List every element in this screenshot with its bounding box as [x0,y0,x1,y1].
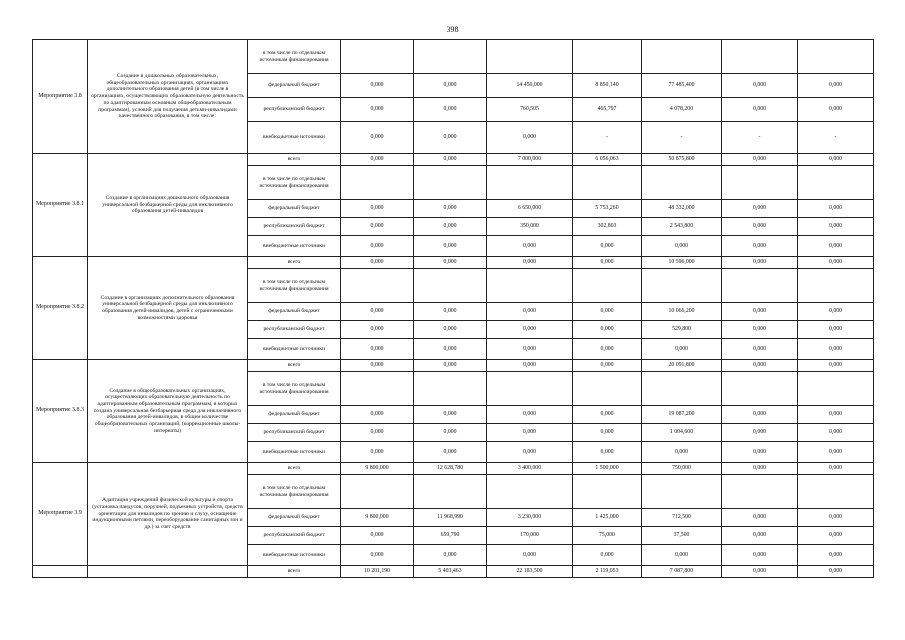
funding-source-cell: всего [248,360,341,372]
amount-cell: 0,000 [722,360,798,372]
amount-cell: 12 628,780 [414,463,487,475]
table-row [33,360,874,372]
amount-cell: 0,000 [487,545,573,566]
amount-cell: 0,000 [722,339,798,360]
event-description-cell: Создание в организациях дошкольного образования универсальной безбарьерной среды для инклюзивного образования детей-инвалидов [88,154,248,257]
funding-source-cell: в том числе по отдельным источникам финансирования [248,40,341,74]
amount-cell: 0,000 [414,200,487,218]
amount-cell: 0,000 [341,236,414,257]
table-row [33,154,874,166]
amount-cell: 0,000 [341,257,414,269]
amount-cell: 0,000 [487,303,573,321]
budget-table [32,39,874,578]
amount-cell: 0,000 [722,406,798,424]
amount-cell: 170,000 [487,527,573,545]
amount-cell: 0,000 [341,218,414,236]
funding-source-cell: внебюджетные источники [248,442,341,463]
funding-source-cell: внебюджетные источники [248,545,341,566]
amount-cell [414,40,487,74]
amount-cell: 0,000 [573,236,642,257]
amount-cell: 0,000 [722,200,798,218]
amount-cell [642,40,722,74]
amount-cell [722,269,798,303]
amount-cell: 0,000 [798,321,874,339]
amount-cell: 22 183,500 [487,566,573,578]
amount-cell [341,372,414,406]
amount-cell [573,372,642,406]
amount-cell: 20 091,800 [642,360,722,372]
amount-cell [341,269,414,303]
amount-cell: 0,000 [722,303,798,321]
amount-cell: 3 230,000 [487,509,573,527]
event-description-cell: Адаптация учреждений физической культуры и спорта (установка пандусов, поручней, подъемных устройств, средств ориентации для инвалидов по зрению и слуху, оснащение индукционными петлями, переоборудование санитарных зон и др.) за счет средств [88,463,248,566]
funding-source-cell: федеральный бюджет [248,509,341,527]
amount-cell [573,40,642,74]
amount-cell: 11 968,990 [414,509,487,527]
amount-cell [642,269,722,303]
amount-cell: 2 119,053 [573,566,642,578]
amount-cell: 0,000 [573,424,642,442]
amount-cell: 0,000 [487,360,573,372]
amount-cell: 0,000 [722,442,798,463]
amount-cell: 302,803 [573,218,642,236]
amount-cell: 0,000 [642,442,722,463]
amount-cell: 0,000 [341,545,414,566]
amount-cell: 0,000 [722,463,798,475]
amount-cell: 0,000 [341,339,414,360]
amount-cell: 529,800 [642,321,722,339]
amount-cell: 0,000 [414,154,487,166]
amount-cell: 0,000 [573,545,642,566]
funding-source-cell: республиканский бюджет [248,424,341,442]
amount-cell: 0,000 [722,545,798,566]
amount-cell: 0,000 [341,303,414,321]
amount-cell: 0,000 [414,406,487,424]
amount-cell: 0,000 [642,339,722,360]
funding-source-cell: в том числе по отдельным источникам финансирования [248,269,341,303]
amount-cell [798,269,874,303]
amount-cell: 0,000 [722,509,798,527]
amount-cell: 0,000 [414,303,487,321]
amount-cell: 0,000 [573,406,642,424]
amount-cell: 14 450,000 [487,74,573,98]
amount-cell: 0,000 [341,321,414,339]
funding-source-cell: внебюджетные источники [248,122,341,154]
amount-cell: 0,000 [414,545,487,566]
amount-cell: 0,000 [798,257,874,269]
amount-cell: 6 650,000 [487,200,573,218]
amount-cell: 0,000 [798,339,874,360]
amount-cell: 0,000 [798,545,874,566]
funding-source-cell: республиканский бюджет [248,218,341,236]
amount-cell [642,166,722,200]
amount-cell: 0,000 [798,154,874,166]
amount-cell [798,40,874,74]
event-name-cell: Мероприятие 3.9 [33,463,88,566]
amount-cell: 7 000,000 [487,154,573,166]
funding-source-cell: внебюджетные источники [248,339,341,360]
event-name-cell: Мероприятие 3.8 [33,40,88,154]
amount-cell: 465,797 [573,98,642,122]
amount-cell [722,40,798,74]
funding-source-cell: внебюджетные источники [248,236,341,257]
amount-cell [341,475,414,509]
amount-cell [414,269,487,303]
amount-cell: 0,000 [414,257,487,269]
amount-cell: 10 201,190 [341,566,414,578]
amount-cell: 0,000 [341,154,414,166]
amount-cell: 0,000 [414,74,487,98]
amount-cell: 0,000 [487,122,573,154]
amount-cell: 0,000 [341,122,414,154]
amount-cell [414,372,487,406]
amount-cell: 1 004,600 [642,424,722,442]
amount-cell: 0,000 [487,339,573,360]
table-row [33,463,874,475]
funding-source-cell: всего [248,154,341,166]
amount-cell: 48 332,000 [642,200,722,218]
event-name-cell: Мероприятие 3.8.3 [33,360,88,463]
amount-cell [798,372,874,406]
amount-cell: 0,000 [642,545,722,566]
amount-cell: 50 875,800 [642,154,722,166]
amount-cell: 0,000 [341,360,414,372]
amount-cell [573,475,642,509]
amount-cell: 0,000 [414,218,487,236]
amount-cell [573,166,642,200]
amount-cell [798,166,874,200]
amount-cell: 0,000 [341,406,414,424]
table-row [33,566,874,578]
amount-cell: 0,000 [722,424,798,442]
table-row [33,257,874,269]
amount-cell: 0,000 [573,339,642,360]
amount-cell: 0,000 [642,236,722,257]
amount-cell: 1 500,000 [573,463,642,475]
amount-cell: 0,000 [798,236,874,257]
amount-cell: 8 850,140 [573,74,642,98]
amount-cell: 0,000 [798,360,874,372]
amount-cell [414,475,487,509]
page-number: 398 [446,25,459,34]
amount-cell: 0,000 [798,509,874,527]
table-row [33,40,874,74]
amount-cell [487,269,573,303]
amount-cell: 9 800,000 [341,509,414,527]
amount-cell: 0,000 [414,98,487,122]
amount-cell: 0,000 [798,463,874,475]
amount-cell: 0,000 [722,566,798,578]
funding-source-cell: федеральный бюджет [248,303,341,321]
amount-cell: 0,000 [341,424,414,442]
amount-cell: 0,000 [798,98,874,122]
amount-cell: 659,790 [414,527,487,545]
amount-cell: 0,000 [341,98,414,122]
amount-cell [487,166,573,200]
amount-cell: 750,000 [642,463,722,475]
amount-cell: 0,000 [798,406,874,424]
event-description-cell: Создание в организациях дополнительного образования универсальной безбарьерной среды для инклюзивного образования детей-инвалидов, детей с ограниченными возможностями здоровья [88,257,248,360]
amount-cell: 0,000 [487,236,573,257]
amount-cell [341,40,414,74]
amount-cell: 0,000 [487,424,573,442]
funding-source-cell: всего [248,566,341,578]
amount-cell: 0,000 [798,74,874,98]
amount-cell: 0,000 [414,339,487,360]
amount-cell: 0,000 [573,442,642,463]
funding-source-cell: в том числе по отдельным источникам финансирования [248,166,341,200]
amount-cell [487,475,573,509]
amount-cell: 10 596,000 [642,257,722,269]
funding-source-cell: республиканский бюджет [248,321,341,339]
amount-cell: - [722,122,798,154]
amount-cell [414,166,487,200]
amount-cell: 0,000 [722,218,798,236]
event-description-cell: Создание в общеобразовательных организациях, осуществляющих образовательную деятельность по адаптированным образовательным программам, в которых создана универсальная безбарьерная среда для инклюзивного образования детей-инвалидов, в общем количестве общеобразовательных организаций, (коррекционные школы-интернаты) [88,360,248,463]
amount-cell: - [642,122,722,154]
amount-cell [487,372,573,406]
event-name-cell: Мероприятие 3.8.1 [33,154,88,257]
amount-cell: 0,000 [798,527,874,545]
amount-cell: 0,000 [798,566,874,578]
event-description-cell: Создание в дошкольных образовательных, общеобразовательных организациях, организациях дополнительного образования детей (в том числе в организациях, осуществляющих образовательную деятельность по адаптированным основным общеобразовательным программам), условий для получения детьми-инвалидами качественного образования, в том числе: [88,40,248,154]
amount-cell: - [573,122,642,154]
funding-source-cell: всего [248,463,341,475]
amount-cell [642,475,722,509]
amount-cell: 0,000 [414,236,487,257]
amount-cell: 0,000 [487,406,573,424]
amount-cell: 1 425,000 [573,509,642,527]
amount-cell: 5 753,260 [573,200,642,218]
amount-cell: 0,000 [414,122,487,154]
amount-cell [642,372,722,406]
amount-cell: 0,000 [487,321,573,339]
amount-cell: 0,000 [414,442,487,463]
event-name-cell: Мероприятие 3.8.2 [33,257,88,360]
funding-source-cell: республиканский бюджет [248,527,341,545]
amount-cell [798,475,874,509]
amount-cell: 0,000 [722,257,798,269]
funding-source-cell: федеральный бюджет [248,74,341,98]
amount-cell: 4 078,200 [642,98,722,122]
amount-cell: 0,000 [722,74,798,98]
funding-source-cell: в том числе по отдельным источникам финансирования [248,475,341,509]
amount-cell [722,475,798,509]
amount-cell: 760,505 [487,98,573,122]
amount-cell [573,269,642,303]
amount-cell: 0,000 [414,424,487,442]
amount-cell: 3 400,000 [487,463,573,475]
amount-cell: 0,000 [487,442,573,463]
amount-cell: 0,000 [722,154,798,166]
amount-cell: 0,000 [414,321,487,339]
amount-cell: - [798,122,874,154]
amount-cell: 0,000 [722,527,798,545]
amount-cell: 9 800,000 [341,463,414,475]
amount-cell [722,166,798,200]
amount-cell: 19 087,200 [642,406,722,424]
amount-cell: 0,000 [487,257,573,269]
amount-cell: 0,000 [798,303,874,321]
amount-cell: 6 056,063 [573,154,642,166]
amount-cell [722,372,798,406]
amount-cell: 0,000 [722,321,798,339]
amount-cell: 0,000 [573,321,642,339]
amount-cell: 0,000 [414,360,487,372]
amount-cell: 77 485,400 [642,74,722,98]
funding-source-cell: республиканский бюджет [248,98,341,122]
amount-cell: 0,000 [798,218,874,236]
amount-cell: 0,000 [573,257,642,269]
amount-cell: 2 543,800 [642,218,722,236]
funding-source-cell: федеральный бюджет [248,406,341,424]
amount-cell: 5 403,463 [414,566,487,578]
amount-cell: 0,000 [798,200,874,218]
amount-cell [341,166,414,200]
amount-cell: 37,500 [642,527,722,545]
funding-source-cell: федеральный бюджет [248,200,341,218]
amount-cell: 0,000 [722,98,798,122]
amount-cell: 0,000 [798,424,874,442]
amount-cell: 0,000 [341,200,414,218]
funding-source-cell: в том числе по отдельным источникам финансирования [248,372,341,406]
amount-cell: 0,000 [573,360,642,372]
amount-cell: 0,000 [341,527,414,545]
amount-cell: 0,000 [573,303,642,321]
amount-cell [487,40,573,74]
event-description-cell [88,566,248,578]
amount-cell: 10 066,200 [642,303,722,321]
amount-cell: 0,000 [722,236,798,257]
funding-source-cell: всего [248,257,341,269]
amount-cell: 0,000 [341,442,414,463]
event-name-cell [33,566,88,578]
amount-cell: 0,000 [341,74,414,98]
amount-cell: 75,000 [573,527,642,545]
amount-cell: 7 087,800 [642,566,722,578]
amount-cell: 0,000 [798,442,874,463]
amount-cell: 350,000 [487,218,573,236]
amount-cell: 712,500 [642,509,722,527]
